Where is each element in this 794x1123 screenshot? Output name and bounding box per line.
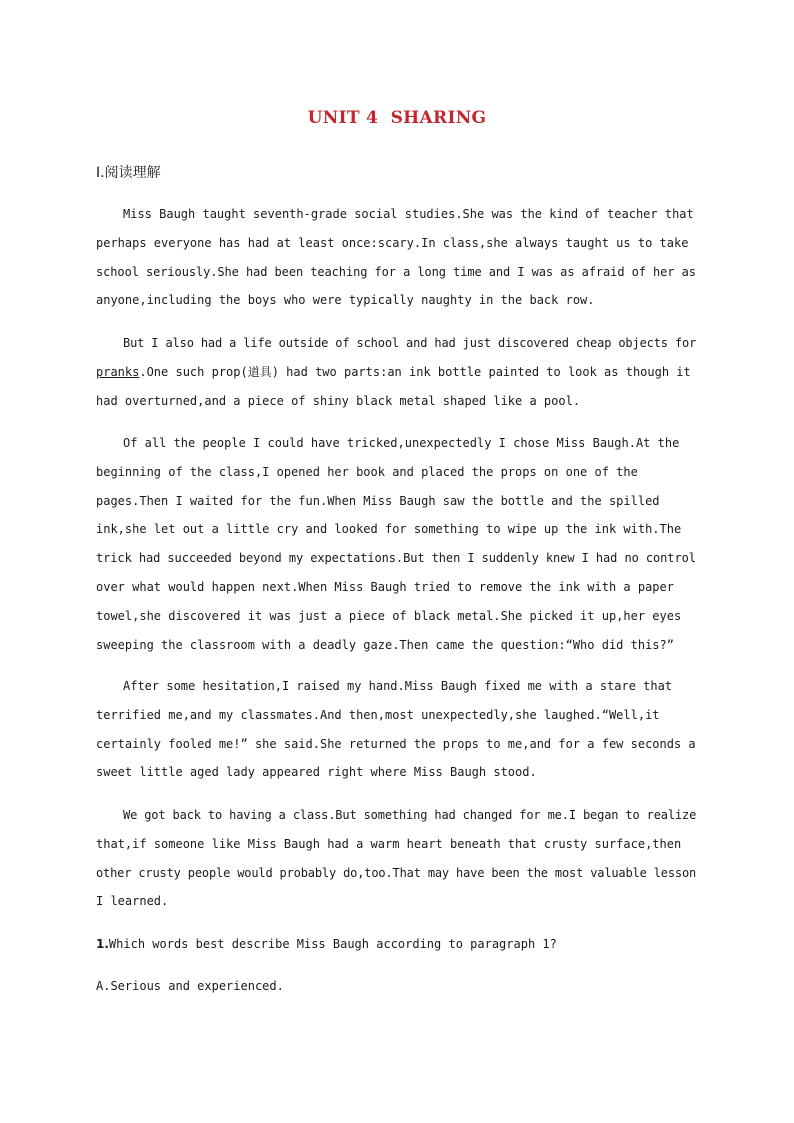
paragraph-5 (96, 801, 696, 916)
paragraph-line: beginning of the class,I opened her book and placed the props on one of the (96, 464, 638, 479)
paragraph-line-rest: .One such prop(道具) had two parts:an ink bottle painted to look as though it (139, 364, 691, 379)
paragraph-line: After some hesitation,I raised my hand.Miss Baugh fixed me with a stare that (123, 679, 673, 693)
question-1 (96, 934, 557, 954)
paragraph-line: over what would happen next.When Miss Baugh tried to remove the ink with a paper (96, 579, 674, 594)
paragraph-1 (96, 200, 696, 315)
paragraph-line: ink,she let out a little cry and looked for something to wipe up the ink with.The (96, 522, 682, 537)
underlined-word-pranks: pranks (96, 364, 140, 379)
paragraph-line: I learned. (96, 894, 169, 909)
paragraph-line: towel,she discovered it was just a piece of black metal.She picked it up,her eyes (96, 608, 682, 623)
paragraph-line: pages.Then I waited for the fun.When Miss Baugh saw the bottle and the spilled (96, 493, 660, 508)
paragraph-3 (96, 429, 696, 659)
paragraph-line: But I also had a life outside of school and had just discovered cheap objects for (123, 336, 697, 350)
paragraph-line: Of all the people I could have tricked,unexpectedly I chose Miss Baugh.At the (123, 436, 680, 450)
paragraph-line: sweet little aged lady appeared right where Miss Baugh stood. (96, 765, 537, 780)
paragraph-line: We got back to having a class.But something had changed for me.I began to realize (123, 808, 697, 822)
paragraph-4 (96, 672, 696, 787)
paragraph-line: trick had succeeded beyond my expectations.But then I suddenly knew I had no control (96, 551, 696, 566)
section-heading: Ⅰ.阅读理解 (96, 165, 161, 181)
paragraph-line: Miss Baugh taught seventh-grade social studies.She was the kind of teacher that (123, 207, 694, 221)
paragraph-line: anyone,including the boys who were typically naughty in the back row. (96, 293, 595, 308)
paragraph-line: certainly fooled me!” she said.She returned the props to me,and for a few seconds a (96, 736, 696, 751)
paragraph-line: that,if someone like Miss Baugh had a warm heart beneath that crusty surface,then (96, 836, 682, 851)
paragraph-line: sweeping the classroom with a deadly gaze.Then came the question:“Who did this?” (96, 637, 674, 652)
answer-option-a: A.Serious and experienced. (96, 979, 284, 993)
page-title: UNIT 4 SHARING (307, 108, 487, 128)
paragraph-line: had overturned,and a piece of shiny black metal shaped like a pool. (96, 393, 581, 408)
paragraph-2 (96, 329, 696, 415)
paragraph-line: perhaps everyone has had at least once:scary.In class,she always taught us to take (96, 235, 689, 250)
paragraph-line: other crusty people would probably do,too.That may have been the most valuable lesson (96, 865, 697, 880)
question-text: Which words best describe Miss Baugh according to paragraph 1? (108, 937, 557, 951)
paragraph-line: terrified me,and my classmates.And then,most unexpectedly,she laughed.“Well,it (96, 707, 660, 722)
paragraph-line: school seriously.She had been teaching for a long time and I was as afraid of her as (96, 264, 696, 279)
paragraph-line (96, 358, 696, 387)
question-number: 1. (96, 937, 109, 951)
